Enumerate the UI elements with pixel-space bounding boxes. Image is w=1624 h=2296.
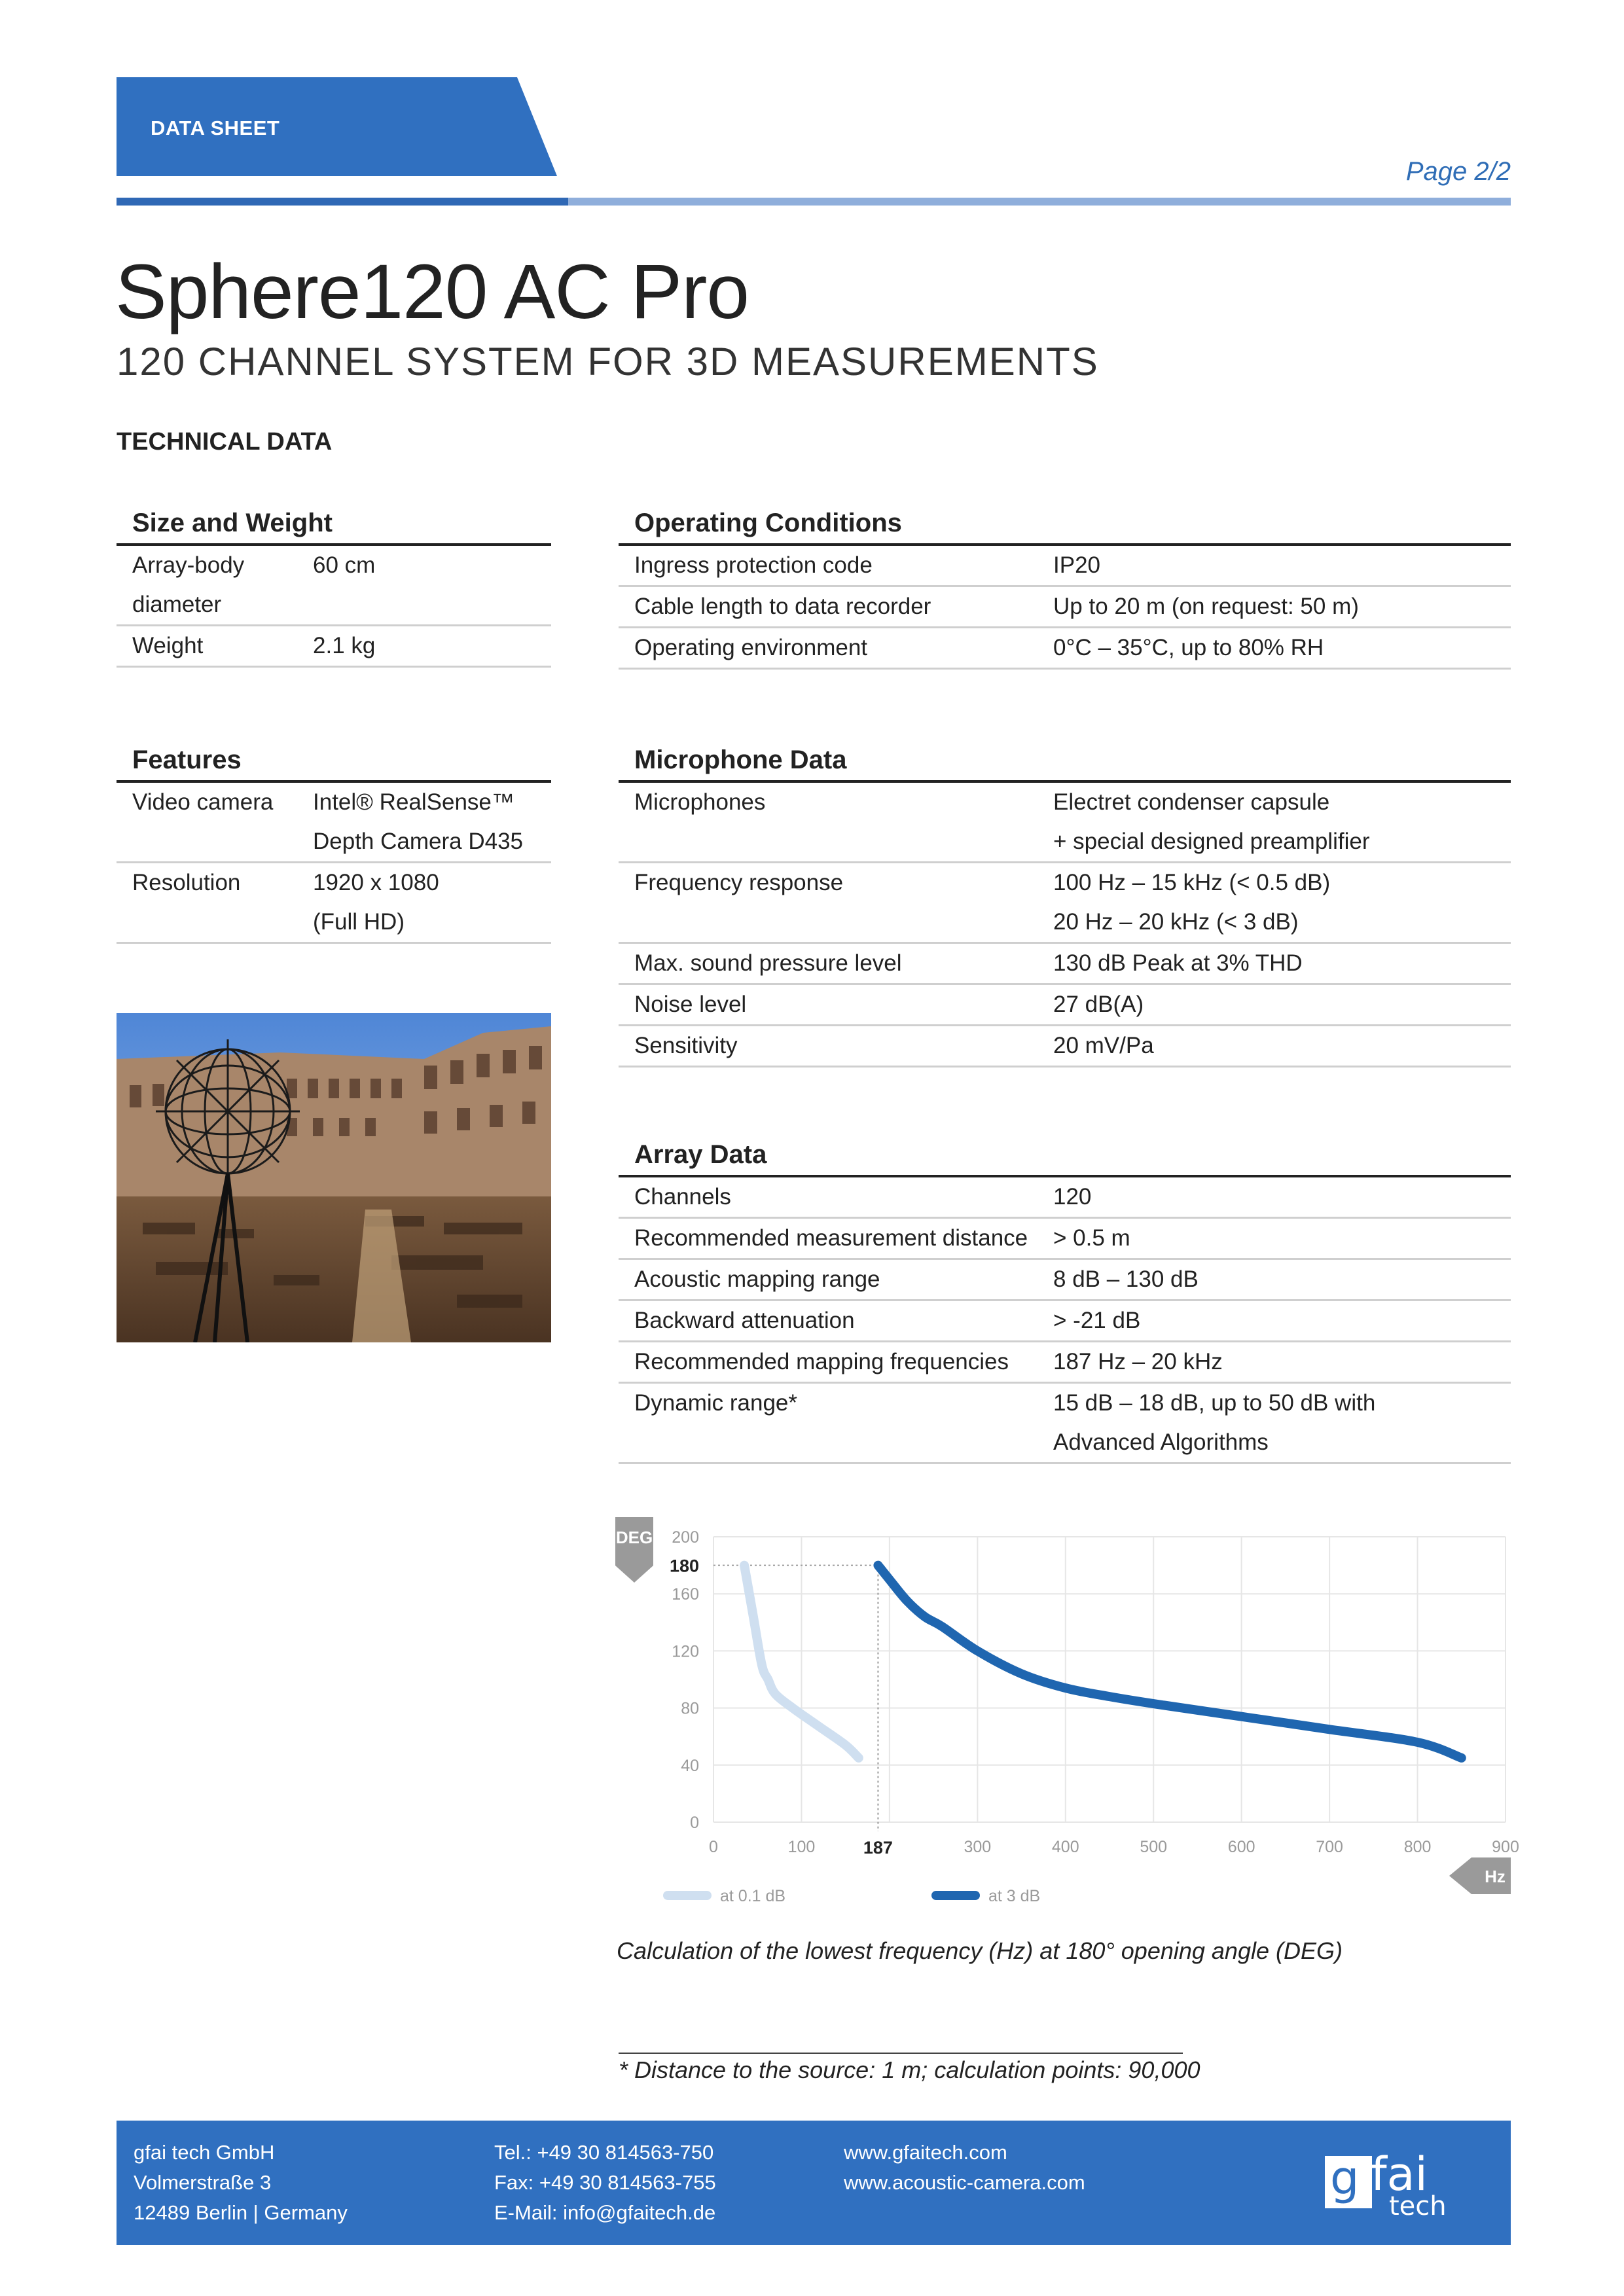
- table-row: [619, 783, 1511, 863]
- row-value: 27 dB(A): [1053, 992, 1144, 1017]
- footnote-divider: [619, 2053, 1183, 2054]
- row-value: 187 Hz – 20 kHz: [1053, 1349, 1223, 1374]
- row-label: Array-body diameter: [132, 552, 245, 617]
- y-axis-badge: [615, 1517, 653, 1583]
- row-value: 100 Hz – 15 kHz (< 0.5 dB) 20 Hz – 20 kHz (< 3 dB): [1053, 870, 1331, 935]
- row-value: 130 dB Peak at 3% THD: [1053, 950, 1303, 976]
- chart-caption: Calculation of the lowest frequency (Hz) at 180° opening angle (DEG): [617, 1937, 1343, 1964]
- table-row: [117, 863, 551, 944]
- row-label: Frequency response: [634, 870, 844, 895]
- footer-street: Volmerstraße 3: [134, 2171, 272, 2194]
- table-row: [619, 944, 1511, 985]
- y-tick-label: 80: [681, 1699, 699, 1718]
- table-row: [117, 546, 551, 626]
- frequency-angle-chart: [615, 1505, 1519, 1911]
- table-row: [619, 1026, 1511, 1067]
- row-value: 2.1 kg: [313, 633, 376, 658]
- row-label: Noise level: [634, 992, 747, 1017]
- table-title: Array Data: [619, 1138, 1511, 1177]
- footer: [117, 2121, 1511, 2245]
- operating-conditions-table: [619, 507, 1511, 670]
- footnote: * Distance to the source: 1 m; calculation points: 90,000: [619, 2056, 1200, 2083]
- photo-illustration: [117, 1013, 551, 1342]
- row-label: Video camera: [132, 789, 274, 815]
- table-row: [619, 628, 1511, 670]
- x-tick-label: 0: [709, 1838, 718, 1856]
- row-label: Channels: [634, 1184, 731, 1210]
- highlight-y-label: 180: [669, 1556, 699, 1576]
- gfai-tech-logo: [1325, 2145, 1475, 2221]
- header-rule: [117, 198, 568, 206]
- table-row: [619, 863, 1511, 944]
- row-label: Resolution: [132, 870, 241, 895]
- x-tick-label: 400: [1051, 1838, 1079, 1856]
- legend-label: at 3 dB: [988, 1887, 1041, 1905]
- photo-colosseum-array: [117, 1013, 551, 1342]
- footer-fax: Fax: +49 30 814563-755: [494, 2171, 716, 2194]
- chart-svg: [615, 1505, 1519, 1911]
- row-value: 20 mV/Pa: [1053, 1033, 1154, 1058]
- table-row: [619, 587, 1511, 628]
- features-table: [117, 744, 551, 944]
- size-weight-table: [117, 507, 551, 668]
- table-row: [619, 1342, 1511, 1384]
- x-tick-label: 100: [787, 1838, 816, 1856]
- x-tick-label: 800: [1403, 1838, 1432, 1856]
- row-value: 1920 x 1080 (Full HD): [313, 870, 439, 935]
- table-row: [619, 1301, 1511, 1342]
- footer-tel: Tel.: +49 30 814563-750: [494, 2141, 714, 2164]
- footer-company-name: gfai tech GmbH: [134, 2141, 275, 2164]
- legend-label: at 0.1 dB: [720, 1887, 786, 1905]
- row-value: 8 dB – 130 dB: [1053, 1266, 1199, 1292]
- x-tick-label: 600: [1227, 1838, 1255, 1856]
- table-row: [619, 1384, 1511, 1464]
- highlight-x-label: 187: [863, 1838, 893, 1857]
- y-axis-label: DEG: [615, 1528, 653, 1547]
- microphone-data-table: [619, 744, 1511, 1067]
- row-value: Intel® RealSense™ Depth Camera D435: [313, 789, 523, 854]
- row-value: Electret condenser capsule + special designed preamplifier: [1053, 789, 1370, 854]
- table-title: Microphone Data: [619, 744, 1511, 783]
- y-tick-label: 40: [681, 1756, 699, 1775]
- footer-city: 12489 Berlin | Germany: [134, 2201, 348, 2224]
- row-value: IP20: [1053, 552, 1100, 578]
- row-value: Up to 20 m (on request: 50 m): [1053, 594, 1359, 619]
- row-label: Weight: [132, 633, 204, 658]
- table-title: Features: [117, 744, 551, 783]
- row-label: Microphones: [634, 789, 766, 815]
- row-value: 15 dB – 18 dB, up to 50 dB with Advanced Algorithms: [1053, 1390, 1376, 1455]
- row-label: Cable length to data recorder: [634, 594, 931, 619]
- svg-text:g: g: [1330, 2151, 1360, 2205]
- footer-web: [844, 2138, 1085, 2198]
- page-label: Page 2/2: [1405, 157, 1511, 186]
- table-row: [619, 1260, 1511, 1301]
- row-label: Acoustic mapping range: [634, 1266, 880, 1292]
- row-value: 120: [1053, 1184, 1092, 1210]
- x-tick-label: 300: [964, 1838, 992, 1856]
- table-row: [619, 1177, 1511, 1219]
- row-value: > -21 dB: [1053, 1308, 1141, 1333]
- row-label: Backward attenuation: [634, 1308, 855, 1333]
- y-tick-label: 160: [672, 1585, 699, 1604]
- row-label: Sensitivity: [634, 1033, 738, 1058]
- table-row: [117, 626, 551, 668]
- row-label: Recommended measurement distance: [634, 1225, 1028, 1251]
- y-tick-label: 0: [690, 1814, 699, 1832]
- x-tick-label: 500: [1140, 1838, 1168, 1856]
- row-value: 60 cm: [313, 552, 376, 578]
- row-label: Ingress protection code: [634, 552, 873, 578]
- array-data-table: [619, 1138, 1511, 1464]
- header-rule-light: [568, 198, 1511, 206]
- header-tab-label: DATA SHEET: [151, 117, 280, 139]
- footer-contact: [494, 2138, 716, 2228]
- row-label: Operating environment: [634, 635, 868, 660]
- footer-email[interactable]: E-Mail: info@gfaitech.de: [494, 2201, 716, 2224]
- row-label: Dynamic range*: [634, 1390, 797, 1416]
- table-row: [117, 783, 551, 863]
- svg-text:tech: tech: [1389, 2191, 1447, 2221]
- footer-company: [134, 2138, 348, 2228]
- page-title: Sphere120 AC Pro: [115, 249, 749, 335]
- row-label: Max. sound pressure level: [634, 950, 902, 976]
- row-value: > 0.5 m: [1053, 1225, 1130, 1251]
- footer-website-link[interactable]: www.gfaitech.com: [844, 2141, 1007, 2164]
- y-tick-label: 200: [672, 1528, 699, 1547]
- svg-text:fai: fai: [1371, 2147, 1428, 2201]
- footer-website-link-2[interactable]: www.acoustic-camera.com: [844, 2171, 1085, 2194]
- row-value: 0°C – 35°C, up to 80% RH: [1053, 635, 1324, 660]
- table-row: [619, 985, 1511, 1026]
- table-row: [619, 546, 1511, 587]
- x-tick-label: 900: [1492, 1838, 1519, 1856]
- table-title: Size and Weight: [117, 507, 551, 546]
- table-row: [619, 1219, 1511, 1260]
- x-axis-label: Hz: [1485, 1867, 1506, 1886]
- section-heading: TECHNICAL DATA: [117, 428, 333, 456]
- x-tick-label: 700: [1316, 1838, 1343, 1856]
- table-title: Operating Conditions: [619, 507, 1511, 546]
- row-label: Recommended mapping frequencies: [634, 1349, 1009, 1374]
- y-tick-label: 120: [672, 1642, 699, 1661]
- page-subtitle: 120 CHANNEL SYSTEM FOR 3D MEASUREMENTS: [117, 340, 1099, 384]
